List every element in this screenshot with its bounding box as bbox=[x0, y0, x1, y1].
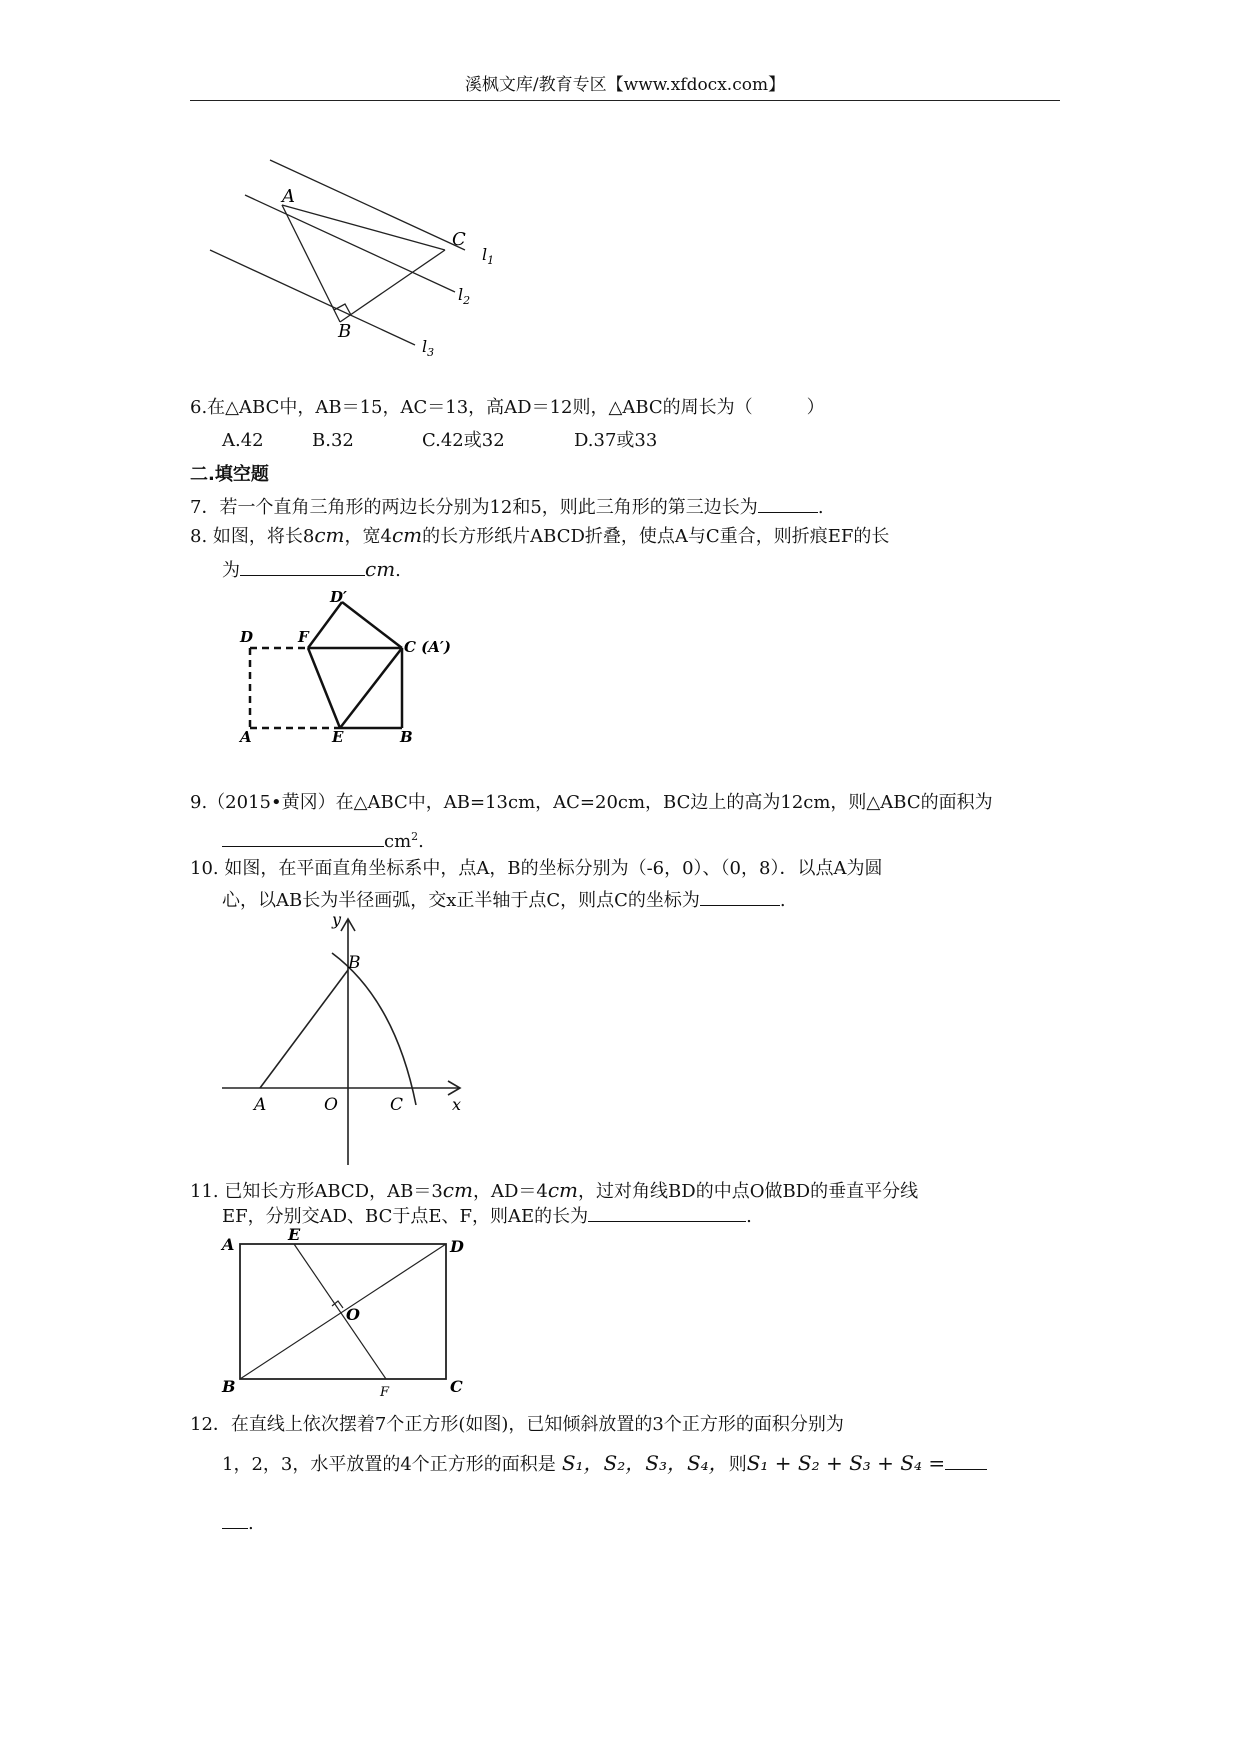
label-y: y bbox=[332, 910, 342, 929]
answer-blank bbox=[588, 1203, 746, 1222]
question-10-line2: 心，以AB长为半径画弧，交x正半轴于点C，则点C的坐标为 . bbox=[222, 887, 786, 914]
label-A: A bbox=[282, 186, 295, 207]
question-12: 12．在直线上依次摆着7个正方形(如图)，已知倾斜放置的3个正方形的面积分别为 bbox=[190, 1414, 844, 1435]
answer-blank bbox=[945, 1457, 987, 1470]
question-12-line2: 1，2，3，水平放置的4个正方形的面积是 S₁，S₂，S₃，S₄，则S₁ + S₂ + S₃ + S₄ = bbox=[222, 1450, 987, 1478]
question-8: 8. 如图，将长8cm，宽4cm的长方形纸片ABCD折叠，使点A与C重合，则折痕EF的长 bbox=[190, 523, 890, 547]
label-O: O bbox=[324, 1095, 338, 1115]
label-E: E bbox=[332, 728, 344, 746]
figure-parallel-lines bbox=[190, 150, 520, 360]
answer-blank bbox=[758, 494, 818, 513]
option-c: C.42或32 bbox=[422, 430, 505, 451]
figure-coordinate-arc bbox=[220, 910, 470, 1165]
question-6-options bbox=[222, 428, 657, 454]
answer-blank bbox=[240, 557, 365, 576]
label-B: B bbox=[348, 953, 361, 973]
label-x: x bbox=[452, 1095, 462, 1114]
question-8-line2: 为 cm. bbox=[222, 557, 401, 581]
question-9-line2: $cm^2$. bbox=[222, 824, 424, 855]
label-F: F bbox=[380, 1385, 390, 1400]
label-D-prime: D′ bbox=[330, 588, 347, 606]
option-d: D.37或33 bbox=[574, 430, 658, 451]
sum-formula: S₁ + S₂ + S₃ + S₄ = bbox=[746, 1451, 946, 1475]
section-title: 二.填空题 bbox=[190, 464, 269, 485]
figure-folded-rectangle bbox=[230, 590, 465, 755]
label-C: C bbox=[390, 1095, 404, 1115]
s-list: S₁，S₂，S₃，S₄， bbox=[561, 1451, 729, 1475]
label-l3: $l_3$ bbox=[422, 337, 435, 359]
question-12-line3: . bbox=[222, 1510, 254, 1537]
label-A: A bbox=[222, 1235, 235, 1254]
label-C-A: C (A′) bbox=[404, 638, 451, 656]
question-11-line2: EF，分别交AD、BC于点E、F，则AE的长为 . bbox=[222, 1203, 752, 1230]
question-9: 9.（2015•黄冈）在△ABC中，AB=13cm，AC=20cm，BC边上的高为12cm，则△ABC的面积为 bbox=[190, 792, 993, 813]
label-l2: $l_2$ bbox=[458, 285, 471, 307]
label-F: F bbox=[298, 628, 309, 646]
label-B: B bbox=[222, 1377, 236, 1396]
question-6: 6.在△ABC中，AB＝15，AC＝13，高AD＝12则，△ABC的周长为（ ） bbox=[190, 397, 825, 418]
label-A: A bbox=[254, 1095, 267, 1115]
answer-blank bbox=[700, 887, 780, 906]
answer-blank bbox=[222, 828, 384, 847]
label-C: C bbox=[452, 229, 466, 250]
question-7: 7．若一个直角三角形的两边长分别为12和5，则此三角形的第三边长为 . bbox=[190, 494, 824, 521]
label-B: B bbox=[338, 321, 352, 342]
label-A: A bbox=[240, 728, 252, 746]
label-E: E bbox=[288, 1225, 301, 1244]
question-10: 10. 如图，在平面直角坐标系中，点A，B的坐标分别为（-6，0）、（0，8）．以点A为圆 bbox=[190, 858, 883, 879]
label-B: B bbox=[400, 728, 413, 746]
label-O: O bbox=[346, 1305, 360, 1324]
option-a: A.42 bbox=[222, 430, 264, 451]
option-b: B.32 bbox=[312, 430, 354, 451]
label-D: D bbox=[450, 1237, 464, 1256]
answer-blank bbox=[222, 1510, 248, 1529]
figure-rectangle-diagonal bbox=[222, 1225, 472, 1402]
label-D: D bbox=[240, 628, 254, 646]
label-C: C bbox=[450, 1377, 463, 1396]
label-l1: $l_1$ bbox=[482, 245, 495, 267]
question-11: 11. 已知长方形ABCD，AB＝3cm，AD＝4cm，过对角线BD的中点O做BD的垂直平分线 bbox=[190, 1178, 919, 1202]
page-header: 溪枫文库/教育专区【www.xfdocx.com】 bbox=[190, 70, 1060, 101]
